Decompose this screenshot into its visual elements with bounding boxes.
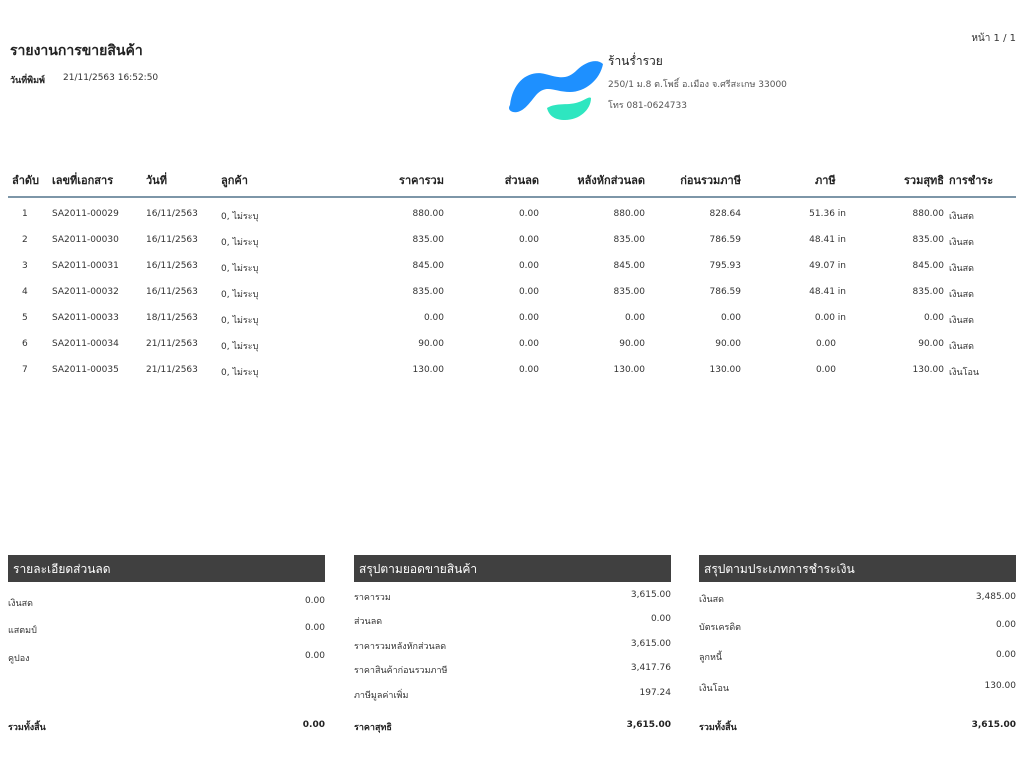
discount-item-value: 0.00 bbox=[304, 651, 325, 661]
discount-item-value: 0.00 bbox=[304, 623, 325, 633]
cell-customer: 0, ไม่ระบุ bbox=[221, 264, 259, 274]
cell-payment: เงินโอน bbox=[949, 368, 980, 378]
cell-net: 0.00 bbox=[923, 313, 944, 323]
cell-doc-no: SA2011-00033 bbox=[52, 313, 119, 323]
cell-before-vat: 0.00 bbox=[720, 313, 741, 323]
cell-vat: 0.00 bbox=[815, 365, 836, 375]
discount-item-value: 0.00 bbox=[304, 596, 325, 606]
cell-net: 880.00 bbox=[912, 209, 944, 219]
sales-item-value: 3,615.00 bbox=[630, 590, 671, 600]
cell-net: 845.00 bbox=[912, 261, 944, 271]
sales-item-label: ราคารวมหลังหักส่วนลด bbox=[354, 642, 447, 652]
cell-vat: 0.00 bbox=[815, 339, 836, 349]
cell-total: 130.00 bbox=[412, 365, 444, 375]
col-header-net: รวมสุทธิ bbox=[903, 174, 944, 187]
table-row bbox=[0, 339, 1024, 365]
cell-no: 2 bbox=[22, 235, 28, 245]
cell-vat: 48.41 in bbox=[809, 287, 846, 297]
cell-after-discount: 0.00 bbox=[624, 313, 645, 323]
cell-vat: 48.41 in bbox=[809, 235, 846, 245]
cell-doc-no: SA2011-00032 bbox=[52, 287, 119, 297]
cell-date: 16/11/2563 bbox=[146, 209, 198, 219]
cell-doc-no: SA2011-00029 bbox=[52, 209, 119, 219]
cell-after-discount: 835.00 bbox=[613, 235, 645, 245]
payment-item-value: 3,485.00 bbox=[975, 592, 1016, 602]
payment-total-label: รวมทั้งสิ้น bbox=[699, 723, 737, 733]
cell-vat: 0.00 in bbox=[814, 313, 846, 323]
cell-before-vat: 786.59 bbox=[709, 235, 741, 245]
cell-after-discount: 835.00 bbox=[613, 287, 645, 297]
sales-item-label: ภาษีมูลค่าเพิ่ม bbox=[354, 691, 409, 701]
discount-panel-header: รายละเอียดส่วนลด bbox=[8, 555, 325, 582]
cell-before-vat: 828.64 bbox=[709, 209, 741, 219]
col-header-before-vat: ก่อนรวมภาษี bbox=[680, 174, 741, 187]
payment-item-label: เงินโอน bbox=[699, 684, 730, 694]
cell-total: 845.00 bbox=[412, 261, 444, 271]
cell-date: 21/11/2563 bbox=[146, 365, 198, 375]
shop-logo bbox=[505, 50, 605, 130]
cell-doc-no: SA2011-00035 bbox=[52, 365, 119, 375]
cell-no: 5 bbox=[22, 313, 28, 323]
col-header-date: วันที่ bbox=[146, 174, 167, 187]
cell-customer: 0, ไม่ระบุ bbox=[221, 212, 259, 222]
table-row bbox=[0, 235, 1024, 261]
discount-item-label: แสตมป์ bbox=[8, 626, 37, 636]
cell-after-discount: 845.00 bbox=[613, 261, 645, 271]
header-divider bbox=[8, 196, 1016, 198]
sales-item-label: ราคาสินค้าก่อนรวมภาษี bbox=[354, 666, 448, 676]
cell-customer: 0, ไม่ระบุ bbox=[221, 368, 259, 378]
cell-payment: เงินสด bbox=[949, 290, 974, 300]
payment-panel-header: สรุปตามประเภทการชำระเงิน bbox=[699, 555, 1016, 582]
cell-net: 90.00 bbox=[918, 339, 944, 349]
cell-no: 7 bbox=[22, 365, 28, 375]
cell-net: 835.00 bbox=[912, 235, 944, 245]
cell-vat: 51.36 in bbox=[809, 209, 846, 219]
cell-no: 1 bbox=[22, 209, 28, 219]
discount-item-label: เงินสด bbox=[8, 599, 33, 609]
sales-item-value: 0.00 bbox=[650, 614, 671, 624]
col-header-customer: ลูกค้า bbox=[221, 174, 248, 187]
cell-doc-no: SA2011-00031 bbox=[52, 261, 119, 271]
cell-total: 0.00 bbox=[423, 313, 444, 323]
cell-discount: 0.00 bbox=[518, 365, 539, 375]
cell-net: 835.00 bbox=[912, 287, 944, 297]
sales-item-value: 3,615.00 bbox=[630, 639, 671, 649]
cell-discount: 0.00 bbox=[518, 287, 539, 297]
payment-item-value: 0.00 bbox=[995, 650, 1016, 660]
table-row bbox=[0, 209, 1024, 235]
table-row bbox=[0, 261, 1024, 287]
payment-total-value: 3,615.00 bbox=[971, 720, 1016, 730]
cell-payment: เงินสด bbox=[949, 212, 974, 222]
discount-item-label: คูปอง bbox=[8, 654, 30, 664]
print-date-value: 21/11/2563 16:52:50 bbox=[63, 73, 159, 83]
table-row bbox=[0, 313, 1024, 339]
cell-net: 130.00 bbox=[912, 365, 944, 375]
sales-item-value: 3,417.76 bbox=[630, 663, 671, 673]
payment-item-label: ลูกหนี้ bbox=[699, 653, 723, 663]
cell-vat: 49.07 in bbox=[809, 261, 846, 271]
cell-doc-no: SA2011-00030 bbox=[52, 235, 119, 245]
report-title: รายงานการขายสินค้า bbox=[10, 43, 143, 59]
table-row bbox=[0, 287, 1024, 313]
col-header-payment: การชำระ bbox=[949, 174, 994, 187]
cell-date: 16/11/2563 bbox=[146, 287, 198, 297]
cell-date: 16/11/2563 bbox=[146, 261, 198, 271]
discount-total-label: รวมทั้งสิ้น bbox=[8, 723, 46, 733]
sales-item-value: 197.24 bbox=[639, 688, 671, 698]
sales-panel-header: สรุปตามยอดขายสินค้า bbox=[354, 555, 671, 582]
cell-customer: 0, ไม่ระบุ bbox=[221, 316, 259, 326]
cell-discount: 0.00 bbox=[518, 209, 539, 219]
discount-total-value: 0.00 bbox=[302, 720, 325, 730]
cell-customer: 0, ไม่ระบุ bbox=[221, 238, 259, 248]
cell-payment: เงินสด bbox=[949, 264, 974, 274]
cell-before-vat: 795.93 bbox=[709, 261, 741, 271]
cell-date: 18/11/2563 bbox=[146, 313, 198, 323]
cell-discount: 0.00 bbox=[518, 261, 539, 271]
cell-discount: 0.00 bbox=[518, 235, 539, 245]
cell-no: 3 bbox=[22, 261, 28, 271]
cell-before-vat: 90.00 bbox=[715, 339, 741, 349]
sales-item-label: ส่วนลด bbox=[354, 617, 383, 627]
cell-after-discount: 130.00 bbox=[613, 365, 645, 375]
payment-item-label: เงินสด bbox=[699, 595, 724, 605]
sales-total-label: ราคาสุทธิ bbox=[354, 723, 392, 733]
page-number: หน้า 1 / 1 bbox=[971, 33, 1016, 44]
col-header-after-discount: หลังหักส่วนลด bbox=[577, 174, 645, 187]
payment-item-label: บัตรเครดิต bbox=[699, 623, 742, 633]
shop-name: ร้านร่ำรวย bbox=[608, 54, 663, 68]
col-header-no: ลำดับ bbox=[12, 174, 40, 187]
sales-item-label: ราคารวม bbox=[354, 593, 391, 603]
sales-total-value: 3,615.00 bbox=[626, 720, 671, 730]
cell-before-vat: 130.00 bbox=[709, 365, 741, 375]
cell-doc-no: SA2011-00034 bbox=[52, 339, 119, 349]
cell-customer: 0, ไม่ระบุ bbox=[221, 342, 259, 352]
cell-discount: 0.00 bbox=[518, 339, 539, 349]
cell-no: 4 bbox=[22, 287, 28, 297]
cell-total: 835.00 bbox=[412, 287, 444, 297]
shop-phone: โทร 081-0624733 bbox=[608, 101, 687, 111]
cell-payment: เงินสด bbox=[949, 238, 974, 248]
cell-total: 880.00 bbox=[412, 209, 444, 219]
cell-date: 16/11/2563 bbox=[146, 235, 198, 245]
cell-discount: 0.00 bbox=[518, 313, 539, 323]
cell-after-discount: 90.00 bbox=[619, 339, 645, 349]
cell-payment: เงินสด bbox=[949, 316, 974, 326]
cell-no: 6 bbox=[22, 339, 28, 349]
col-header-total: ราคารวม bbox=[399, 174, 444, 187]
payment-item-value: 130.00 bbox=[984, 681, 1016, 691]
payment-item-value: 0.00 bbox=[995, 620, 1016, 630]
cell-total: 90.00 bbox=[418, 339, 444, 349]
cell-payment: เงินสด bbox=[949, 342, 974, 352]
shop-address: 250/1 ม.8 ต.โพธิ์ อ.เมือง จ.ศรีสะเกษ 33000 bbox=[608, 80, 787, 90]
col-header-discount: ส่วนลด bbox=[504, 174, 539, 187]
cell-total: 835.00 bbox=[412, 235, 444, 245]
cell-date: 21/11/2563 bbox=[146, 339, 198, 349]
cell-after-discount: 880.00 bbox=[613, 209, 645, 219]
col-header-vat: ภาษี bbox=[815, 174, 836, 187]
logo-teal-wave bbox=[547, 97, 591, 120]
cell-before-vat: 786.59 bbox=[709, 287, 741, 297]
col-header-doc-no: เลขที่เอกสาร bbox=[52, 174, 114, 187]
table-row bbox=[0, 365, 1024, 391]
cell-customer: 0, ไม่ระบุ bbox=[221, 290, 259, 300]
print-date-label: วันที่พิมพ์ bbox=[10, 76, 45, 86]
